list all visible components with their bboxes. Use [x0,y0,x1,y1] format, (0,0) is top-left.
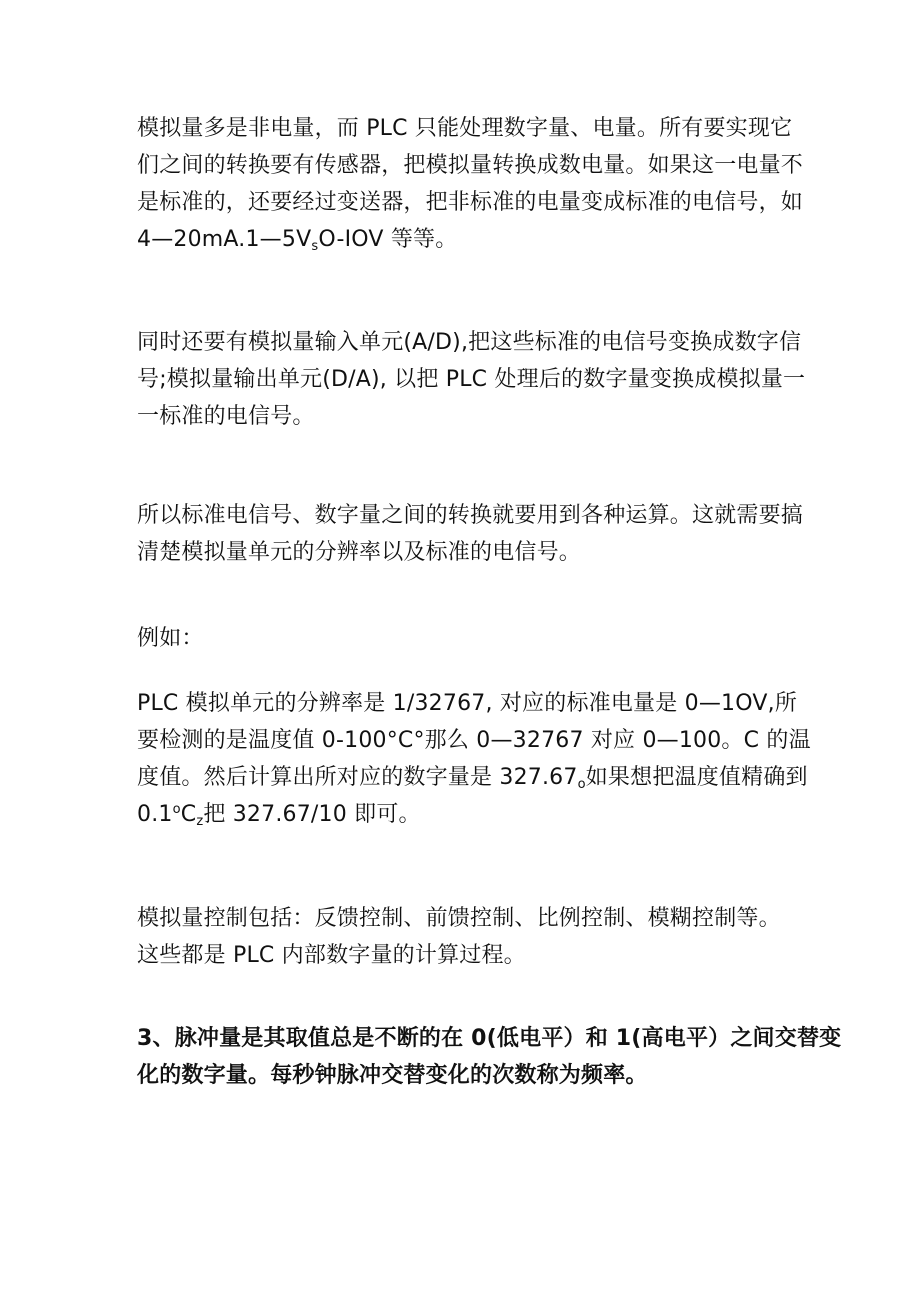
text-line: 例如： [137,626,204,651]
paragraph-analog-sensors [137,110,804,258]
text-line: 3、脉冲量是其取值总是不断的在 0(低电平）和 1(高电平）之间交替变 [137,1026,842,1051]
superscript-text: o [172,802,181,817]
text-line: 同时还要有模拟量输入单元(A/D),把这些标准的电信号变换成数字信 [137,330,802,355]
text-line [137,759,808,796]
paragraph-pulse-definition [137,1020,842,1094]
subscript-text: o [577,777,586,792]
text-fragment: 0.1 [137,802,173,827]
text-line: PLC 模拟单元的分辨率是 1/32767, 对应的标准电量是 0—1OV,所 [137,691,798,716]
paragraph-analog-control [137,900,787,974]
text-fragment: 如果想把温度值精确到 [585,765,808,790]
text-fragment: 4—20mA.1—5V [137,227,312,252]
text-fragment: 把 327.67/10 即可。 [203,802,421,827]
text-line: 一标准的电信号。 [137,404,315,429]
text-line: 化的数字量。每秒钟脉冲交替变化的次数称为频率。 [137,1063,648,1088]
text-line: 号;模拟量输出单元(D/A), 以把 PLC 处理后的数字量变换成模拟量一 [137,367,806,392]
text-line: 是标准的，还要经过变送器，把非标准的电量变成标准的电信号，如 [137,190,804,215]
text-line: 要检测的是温度值 0-100°C°那么 0—32767 对应 0—100。C 的温 [137,728,811,753]
subscript-text: s [311,239,319,254]
text-line [137,796,787,833]
paragraph-conversion [137,497,804,571]
text-fragment: 度值。然后计算出所对应的数字量是 327.67 [137,765,578,790]
text-line [137,221,787,258]
paragraph-example-heading [137,620,787,657]
subscript-text: z [196,814,204,829]
text-line: 模拟量多是非电量，而 PLC 只能处理数字量、电量。所有要实现它 [137,116,793,141]
text-line: 所以标准电信号、数字量之间的转换就要用到各种运算。这就需要搞 [137,503,804,528]
text-fragment: O-IOV 等等。 [318,227,458,252]
text-line: 模拟量控制包括：反馈控制、前馈控制、比例控制、模糊控制等。 [137,906,781,931]
text-line: 们之间的转换要有传感器，把模拟量转换成数电量。如果这一电量不 [137,153,804,178]
text-line: 这些都是 PLC 内部数字量的计算过程。 [137,943,526,968]
paragraph-resolution-example [137,685,811,833]
text-fragment: C [180,802,197,827]
text-line: 清楚模拟量单元的分辨率以及标准的电信号。 [137,540,582,565]
paragraph-ad-da-units [137,324,806,435]
